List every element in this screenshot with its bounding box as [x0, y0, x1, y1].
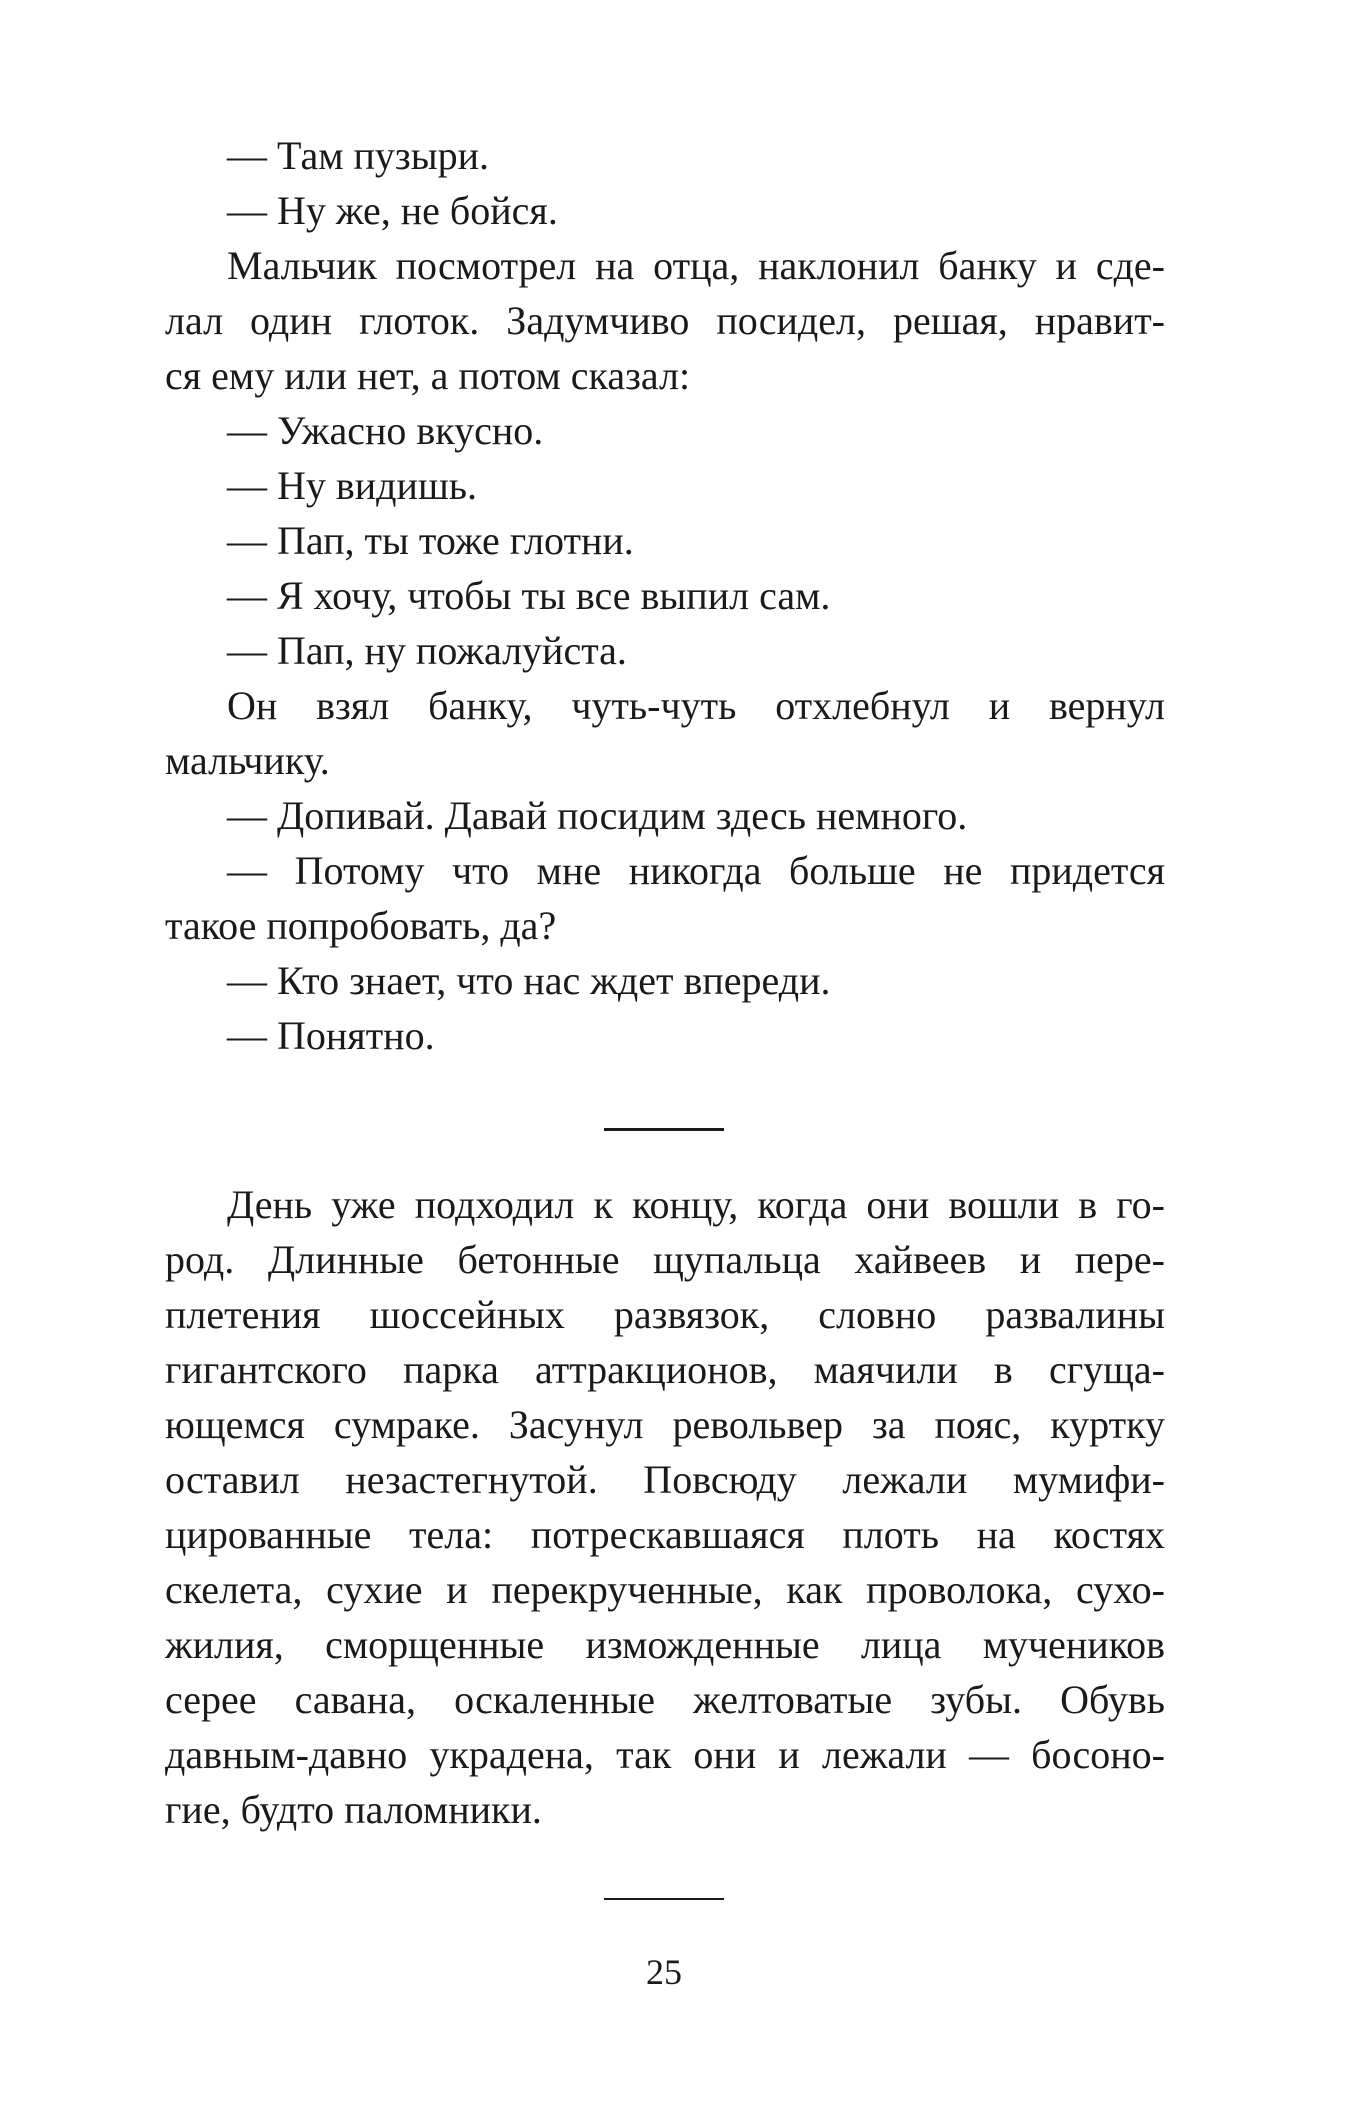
paragraph-line: жилия, сморщенные изможденные лица мучеников: [165, 1622, 1165, 1667]
paragraph-line: давным-давно украдена, так они и лежали — босоно-: [165, 1732, 1165, 1777]
dialogue-line: — Там пузыри.: [227, 133, 489, 178]
dialogue-line: — Пап, ты тоже глотни.: [227, 518, 634, 563]
dialogue-line: — Ну же, не бойся.: [227, 188, 558, 233]
dialogue-line: — Понятно.: [227, 1013, 435, 1058]
section-divider: [604, 1128, 724, 1131]
paragraph-line: оставил незастегнутой. Повсюду лежали мумифи-: [165, 1457, 1165, 1502]
paragraph-line: мальчику.: [165, 738, 330, 783]
dialogue-line: такое попробовать, да?: [165, 903, 557, 948]
paragraph-line: ющемся сумраке. Засунул револьвер за пояс, куртку: [165, 1402, 1165, 1447]
dialogue-line: — Ужасно вкусно.: [227, 408, 544, 453]
paragraph-line: лал один глоток. Задумчиво посидел, решая, нравит-: [165, 298, 1165, 343]
narrative-paragraph: [165, 1177, 1165, 1837]
dialogue-line: — Пап, ну пожалуйста.: [227, 628, 627, 673]
paragraph-line: плетения шоссейных развязок, словно развалины: [165, 1292, 1165, 1337]
paragraph-line: Мальчик посмотрел на отца, наклонил банку и сде-: [227, 243, 1165, 288]
paragraph-line: ся ему или нет, а потом сказал:: [165, 353, 691, 398]
paragraph-line: цированные тела: потрескавшаяся плоть на костях: [165, 1512, 1165, 1557]
dialogue-section: [165, 128, 1165, 1063]
dialogue-line: — Я хочу, чтобы ты все выпил сам.: [227, 573, 831, 618]
paragraph-line: День уже подходил к концу, когда они вошли в го-: [227, 1182, 1165, 1227]
paragraph-line: гигантского парка аттракционов, маячили в сгуща-: [165, 1347, 1165, 1392]
paragraph-line: гие, будто паломники.: [165, 1787, 542, 1832]
paragraph-line: род. Длинные бетонные щупальца хайвеев и пере-: [165, 1237, 1165, 1282]
dialogue-line: — Ну видишь.: [227, 463, 477, 508]
paragraph-line: серее савана, оскаленные желтоватые зубы. Обувь: [165, 1677, 1165, 1722]
dialogue-line: — Допивай. Давай посидим здесь немного.: [227, 793, 968, 838]
footer-divider: [604, 1898, 724, 1900]
paragraph-line: скелета, сухие и перекрученные, как проволока, сухо-: [165, 1567, 1165, 1612]
paragraph-line: Он взял банку, чуть-чуть отхлебнул и вернул: [227, 683, 1165, 728]
dialogue-line: — Потому что мне никогда больше не придется: [227, 848, 1165, 893]
page-number: 25: [646, 1952, 682, 1992]
dialogue-line: — Кто знает, что нас ждет впереди.: [227, 958, 831, 1003]
